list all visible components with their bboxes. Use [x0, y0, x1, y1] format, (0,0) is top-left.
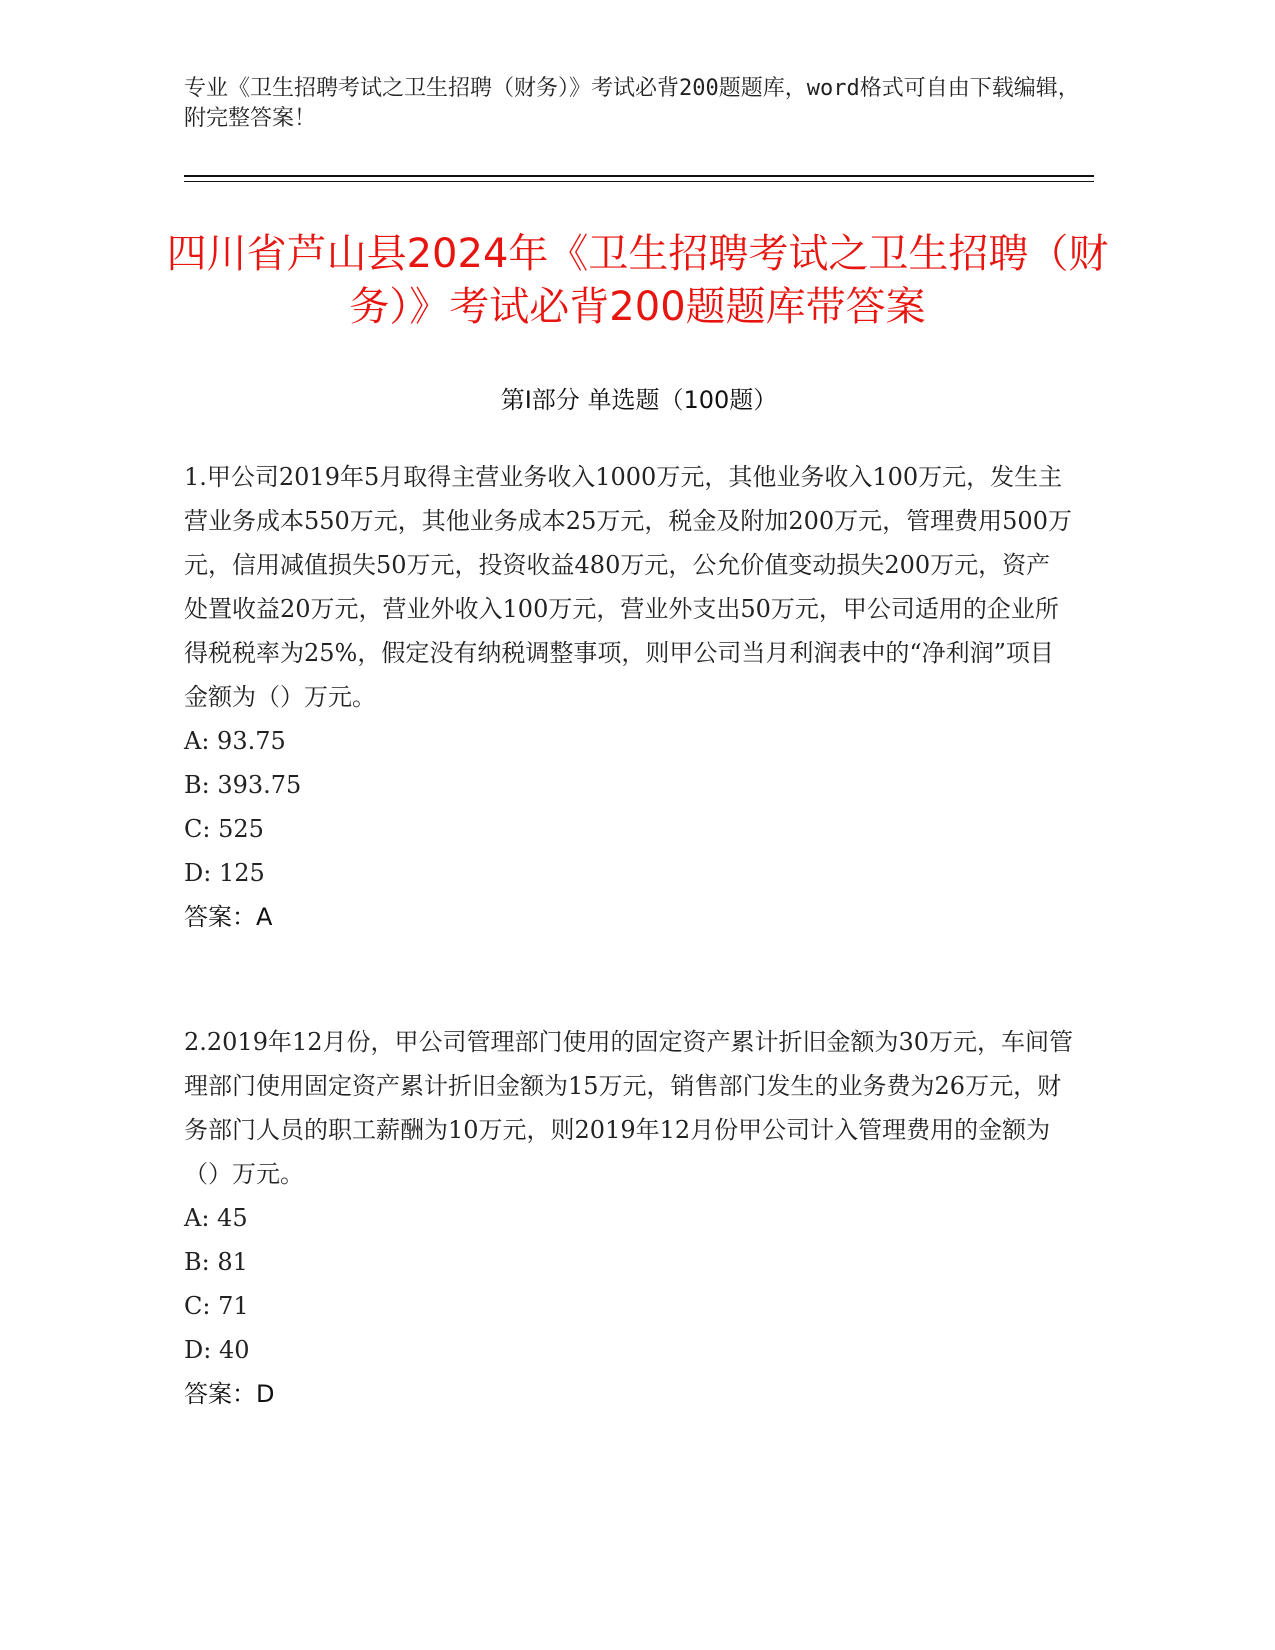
- option-d: D: 40: [184, 1336, 250, 1364]
- option-d: D: 125: [184, 859, 265, 887]
- question-stem: 1.甲公司2019年5月取得主营业务收入1000万元，其他业务收入100万元，发生主营业务成本550万元，其他业务成本25万元，税金及附加200万元，管理费用500万元，信用减值损失50万元，投资收益480万元，公允价值变动损失200万元，资产处置收益20万元，营业外收入100万元，营业外支出50万元，甲公司适用的企业所得税税率为25%，假定没有纳税调整事项，则甲公司当月利润表中的“净利润”项目金额为（）万元。: [184, 463, 1072, 711]
- option-b: B: 81: [184, 1248, 248, 1276]
- question-1: [184, 455, 1074, 939]
- option-c: C: 525: [184, 815, 264, 843]
- question-stem: 2.2019年12月份，甲公司管理部门使用的固定资产累计折旧金额为30万元，车间管理部门使用固定资产累计折旧金额为15万元，销售部门发生的业务费为26万元，财务部门人员的职工薪酬为10万元，则2019年12月份甲公司计入管理费用的金额为（）万元。: [184, 1028, 1074, 1188]
- answer: 答案：A: [184, 903, 273, 931]
- document-title: 四川省芦山县2024年《卫生招聘考试之卫生招聘（财务）》考试必背200题题库带答案: [166, 231, 1109, 330]
- header-divider-thick: [184, 175, 1094, 177]
- section-title: 第Ⅰ部分 单选题（100题）: [500, 386, 778, 414]
- header-note: 专业《卫生招聘考试之卫生招聘（财务）》考试必背200题题库，word格式可自由下载编辑，附完整答案！: [184, 76, 1080, 131]
- header-divider-thin: [184, 181, 1094, 182]
- option-b: B: 393.75: [184, 771, 302, 799]
- question-2: [184, 1020, 1074, 1416]
- option-c: C: 71: [184, 1292, 249, 1320]
- option-a: A: 45: [184, 1204, 248, 1232]
- option-a: A: 93.75: [184, 727, 286, 755]
- answer: 答案：D: [184, 1380, 275, 1408]
